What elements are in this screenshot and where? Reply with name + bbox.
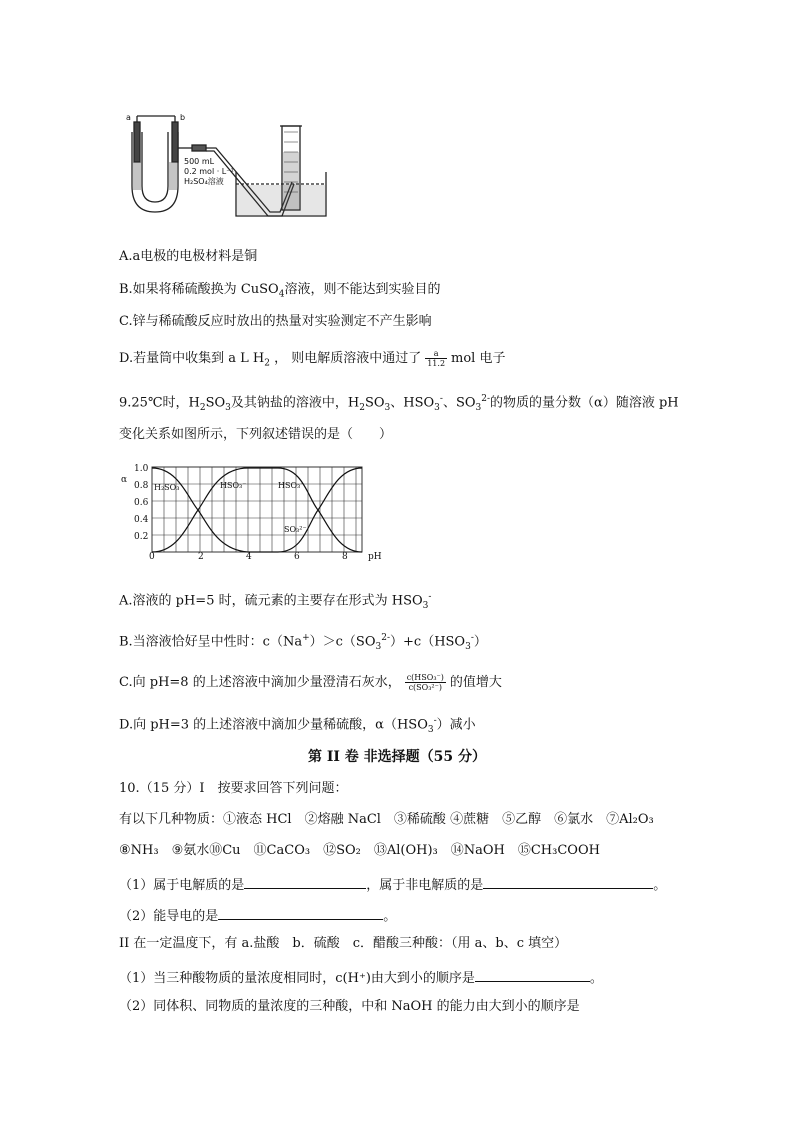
apparatus-solution: H₂SO₄溶液 [184, 177, 224, 186]
chart-y-axis-symbol: α [121, 475, 128, 485]
chart-x-axis-title: pH [368, 552, 382, 562]
chart-x-tick: 0 [149, 552, 155, 562]
q9-c-fraction: $\frac{\text{c(HSO₃⁻)}}{\text{c(SO₃²⁻)}}$ [406, 673, 444, 692]
q9-stem-line2: 变化关系如图所示，下列叙述错误的是（ ） [119, 427, 393, 442]
answer-blank-electrolytes[interactable] [244, 874, 366, 889]
q8-option-c: C.锌与稀硫酸反应时放出的热量对实验测定不产生影响 [119, 314, 432, 329]
hso3-curve-fall [248, 468, 362, 552]
chart-x-tick: 4 [246, 552, 252, 562]
chart-y-tick: 0.6 [134, 498, 149, 508]
answer-blank-conductive[interactable] [218, 905, 383, 920]
chart-label-hso3-left: HSO₃⁻ [220, 481, 247, 490]
chart-y-tick: 1.0 [134, 464, 149, 474]
q9-alpha-ph-chart [118, 458, 388, 566]
chart-x-tick: 6 [294, 552, 300, 562]
q9-option-b: B.当溶液恰好呈中性时：$c(Na^+)>c(SO_3^{2-})+c(HSO_3^-)$ [119, 633, 487, 652]
apparatus-concentration: 0.2 mol · L⁻¹ [184, 167, 234, 176]
answer-blank-nonelectrolytes[interactable] [483, 874, 653, 889]
q10-part2-question1: （1）当三种酸物质的量浓度相同时，c(H⁺)由大到小的顺序是 。 [119, 967, 603, 988]
chart-label-h2so3: H₂SO₃ [154, 483, 180, 492]
q9-option-a: A.溶液的 pH=5 时，硫元素的主要存在形式为 $HSO_3^-$ [119, 592, 432, 611]
apparatus-label-a: a [126, 113, 131, 122]
q10-part2-heading: II 在一定温度下，有 a.盐酸 b．硫酸 c．醋酸三种酸：（用 a、b、c 填空） [119, 936, 568, 951]
q10-part1-question1: （1）属于电解质的是 ，属于非电解质的是 。 [119, 874, 666, 895]
q10-part2-question2: （2）同体积、同物质的量浓度的三种酸，中和 NaOH 的能力由大到小的顺序是 [119, 999, 580, 1014]
q9-stem-line1: 9.25℃时，$H_2SO_3$及其钠盐的溶液中，$H_2SO_3$、$HSO_3^-$、$SO_3^{2-}$的物质的量分数（α）随溶液 pH [119, 394, 679, 413]
section-title: 第 II 卷 非选择题（55 分） [307, 749, 487, 765]
q10-heading: 10.（15 分）I 按要求回答下列问题： [119, 781, 348, 796]
chart-x-tick: 8 [342, 552, 348, 562]
q8-d-fraction: $\frac{a}{11.2}$ [427, 349, 446, 368]
q8-option-b: B.如果将稀硫酸换为 CuSO$_4$溶液，则不能达到实验目的 [119, 282, 441, 300]
so3-curve [248, 468, 362, 552]
q8-option-a: A.a电极的电极材料是铜 [119, 249, 258, 264]
q9-option-d: D.向 pH=3 的上述溶液中滴加少量稀硫酸，$\alpha(HSO_3^-)$减小 [119, 716, 476, 735]
answer-blank-h-order[interactable] [475, 967, 590, 982]
chart-y-tick: 0.2 [134, 532, 149, 542]
q10-substance-list-2: ⑧NH₃ ⑨氨水⑩Cu ⑪CaCO₃ ⑫SO₂ ⑬Al(OH)₃ ⑭NaOH ⑮CH₃COOH [119, 843, 600, 858]
apparatus-label-b: b [180, 113, 186, 122]
chart-y-tick: 0.8 [134, 481, 149, 491]
chart-x-tick: 2 [198, 552, 204, 562]
chart-label-hso3-right: HSO₃⁻ [278, 481, 305, 490]
chart-y-tick: 0.4 [134, 515, 149, 525]
q9-option-c: C.向 pH=8 的上述溶液中滴加少量澄清石灰水， $\frac{\text{c(HSO₃⁻)}}{\text{c(SO₃²⁻)}}$ 的值增大 [119, 673, 502, 692]
apparatus-volume: 500 mL [184, 157, 215, 166]
chart-label-so3: SO₃²⁻ [284, 525, 307, 534]
electrolysis-apparatus-figure [120, 112, 340, 224]
q10-substance-list-1: 有以下几种物质：①液态 HCl ②熔融 NaCl ③稀硫酸 ④蔗糖 ⑤乙醇 ⑥氯水 ⑦Al₂O₃ [119, 812, 654, 827]
q8-option-d: D.若量筒中收集到 a L $H_2$ ， 则电解质溶液中通过了 $\frac{a}{11.2}$ mol 电子 [119, 349, 506, 369]
q10-part1-question2: （2）能导电的是 。 [119, 905, 396, 926]
